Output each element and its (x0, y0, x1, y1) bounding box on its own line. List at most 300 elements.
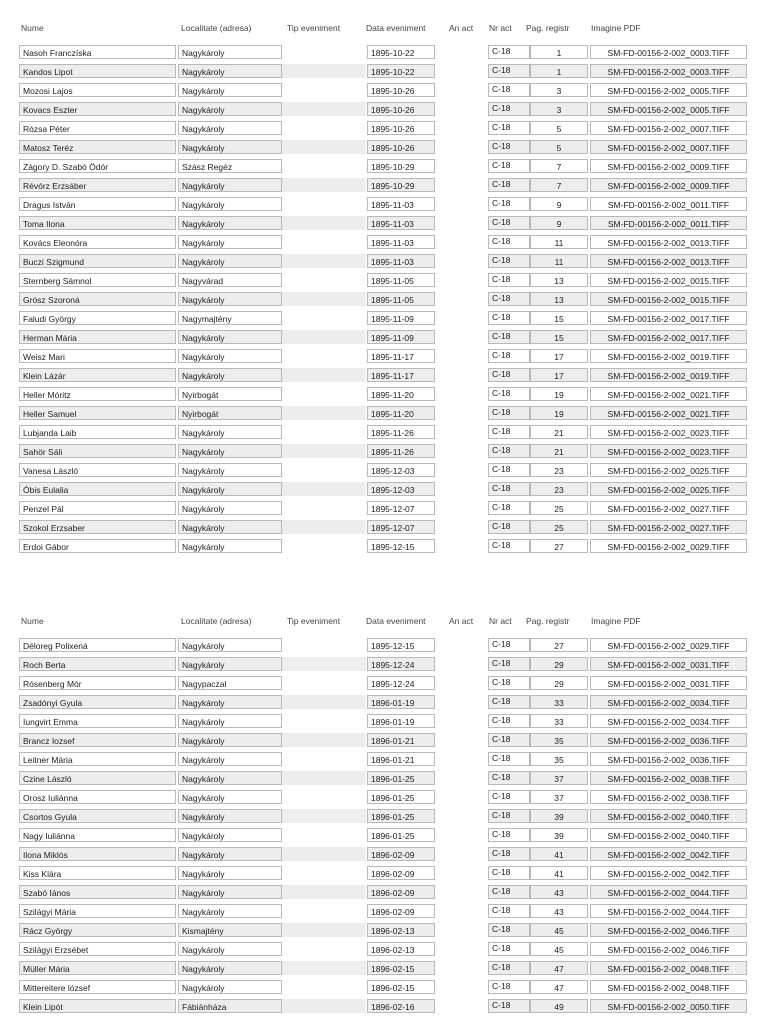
cell-pag-registr[interactable]: 33 (530, 695, 588, 709)
cell-nume[interactable]: Weisz Mari (19, 349, 176, 363)
cell-nr-act[interactable]: C-18 (488, 961, 530, 975)
cell-imagine-pdf[interactable]: SM-FD-00156-2-002_0046.TIFF (590, 923, 747, 937)
cell-data-eveniment[interactable]: 1895-11-03 (367, 254, 435, 268)
cell-data-eveniment[interactable]: 1895-11-05 (367, 292, 435, 306)
cell-localitate[interactable]: Nyirbogát (178, 406, 282, 420)
cell-imagine-pdf[interactable]: SM-FD-00156-2-002_0007.TIFF (590, 121, 747, 135)
cell-data-eveniment[interactable]: 1896-01-19 (367, 714, 435, 728)
cell-nr-act[interactable]: C-18 (488, 197, 530, 211)
cell-nr-act[interactable]: C-18 (488, 980, 530, 994)
cell-data-eveniment[interactable]: 1896-01-25 (367, 809, 435, 823)
cell-nr-act[interactable]: C-18 (488, 102, 530, 116)
cell-imagine-pdf[interactable]: SM-FD-00156-2-002_0034.TIFF (590, 695, 747, 709)
cell-nume[interactable]: Czine László (19, 771, 176, 785)
cell-localitate[interactable]: Nagykároly (178, 657, 282, 671)
cell-imagine-pdf[interactable]: SM-FD-00156-2-002_0038.TIFF (590, 790, 747, 804)
cell-pag-registr[interactable]: 47 (530, 980, 588, 994)
cell-localitate[interactable]: Nagykároly (178, 197, 282, 211)
cell-localitate[interactable]: Nagykároly (178, 539, 282, 553)
cell-imagine-pdf[interactable]: SM-FD-00156-2-002_0036.TIFF (590, 752, 747, 766)
cell-nr-act[interactable]: C-18 (488, 657, 530, 671)
cell-pag-registr[interactable]: 9 (530, 197, 588, 211)
cell-localitate[interactable]: Nagykároly (178, 771, 282, 785)
cell-pag-registr[interactable]: 35 (530, 752, 588, 766)
cell-imagine-pdf[interactable]: SM-FD-00156-2-002_0007.TIFF (590, 140, 747, 154)
cell-nume[interactable]: Zsadónyi Gyula (19, 695, 176, 709)
cell-imagine-pdf[interactable]: SM-FD-00156-2-002_0034.TIFF (590, 714, 747, 728)
cell-nume[interactable]: Nagy Iuliánna (19, 828, 176, 842)
cell-data-eveniment[interactable]: 1896-01-21 (367, 752, 435, 766)
cell-nr-act[interactable]: C-18 (488, 140, 530, 154)
cell-imagine-pdf[interactable]: SM-FD-00156-2-002_0023.TIFF (590, 425, 747, 439)
cell-tip-eveniment (282, 501, 366, 515)
cell-imagine-pdf[interactable]: SM-FD-00156-2-002_0021.TIFF (590, 406, 747, 420)
cell-pag-registr[interactable]: 27 (530, 539, 588, 553)
cell-localitate[interactable]: Nagykároly (178, 64, 282, 78)
cell-data-eveniment[interactable]: 1895-11-20 (367, 406, 435, 420)
cell-nume[interactable]: Rósenberg Mór (19, 676, 176, 690)
cell-localitate[interactable]: Nagykároly (178, 752, 282, 766)
cell-data-eveniment[interactable]: 1896-01-25 (367, 771, 435, 785)
cell-nume[interactable]: Nasoh Franczíska (19, 45, 176, 59)
cell-data-eveniment[interactable]: 1895-11-20 (367, 387, 435, 401)
cell-data-eveniment[interactable]: 1896-02-15 (367, 980, 435, 994)
cell-nume[interactable]: Kiss Klára (19, 866, 176, 880)
cell-data-eveniment[interactable]: 1896-02-15 (367, 961, 435, 975)
cell-nr-act[interactable]: C-18 (488, 273, 530, 287)
cell-pag-registr[interactable]: 37 (530, 771, 588, 785)
cell-localitate[interactable]: Nagykároly (178, 482, 282, 496)
cell-nume[interactable]: Orosz Iuliánna (19, 790, 176, 804)
cell-data-eveniment[interactable]: 1896-01-25 (367, 828, 435, 842)
cell-data-eveniment[interactable]: 1895-10-22 (367, 64, 435, 78)
cell-data-eveniment[interactable]: 1896-02-13 (367, 942, 435, 956)
cell-imagine-pdf[interactable]: SM-FD-00156-2-002_0029.TIFF (590, 638, 747, 652)
cell-imagine-pdf[interactable]: SM-FD-00156-2-002_0044.TIFF (590, 885, 747, 899)
cell-data-eveniment[interactable]: 1895-11-05 (367, 273, 435, 287)
cell-imagine-pdf[interactable]: SM-FD-00156-2-002_0025.TIFF (590, 482, 747, 496)
cell-tip-eveniment (282, 83, 366, 97)
cell-localitate[interactable]: Nagymajtény (178, 311, 282, 325)
cell-data-eveniment[interactable]: 1895-12-03 (367, 463, 435, 477)
cell-nume[interactable]: Lubjanda Laib (19, 425, 176, 439)
cell-nume[interactable]: Sternberg Sámnol (19, 273, 176, 287)
cell-nr-act[interactable]: C-18 (488, 771, 530, 785)
cell-localitate[interactable]: Nagykároly (178, 866, 282, 880)
column-header-tip-eveniment: Tip eveniment (287, 23, 341, 33)
cell-nr-act[interactable]: C-18 (488, 292, 530, 306)
cell-localitate[interactable]: Nagykároly (178, 330, 282, 344)
table-row (0, 214, 768, 233)
cell-pag-registr[interactable]: 29 (530, 657, 588, 671)
cell-data-eveniment[interactable]: 1896-02-13 (367, 923, 435, 937)
cell-nume[interactable]: Vanesa László (19, 463, 176, 477)
cell-nr-act[interactable]: C-18 (488, 847, 530, 861)
cell-nr-act[interactable]: C-18 (488, 254, 530, 268)
cell-nr-act[interactable]: C-18 (488, 349, 530, 363)
cell-tip-eveniment (282, 657, 366, 671)
cell-pag-registr[interactable]: 5 (530, 121, 588, 135)
cell-data-eveniment[interactable]: 1895-11-17 (367, 368, 435, 382)
cell-localitate[interactable]: Nagykároly (178, 961, 282, 975)
cell-tip-eveniment (282, 771, 366, 785)
cell-nr-act[interactable]: C-18 (488, 790, 530, 804)
cell-nr-act[interactable]: C-18 (488, 235, 530, 249)
cell-localitate[interactable]: Nagykároly (178, 501, 282, 515)
cell-nr-act[interactable]: C-18 (488, 121, 530, 135)
cell-pag-registr[interactable]: 49 (530, 999, 588, 1013)
cell-data-eveniment[interactable]: 1895-12-24 (367, 676, 435, 690)
cell-pag-registr[interactable]: 11 (530, 235, 588, 249)
cell-data-eveniment[interactable]: 1895-12-03 (367, 482, 435, 496)
cell-nr-act[interactable]: C-18 (488, 752, 530, 766)
table-row (0, 233, 768, 252)
cell-imagine-pdf[interactable]: SM-FD-00156-2-002_0019.TIFF (590, 349, 747, 363)
cell-localitate[interactable]: Nagykároly (178, 292, 282, 306)
cell-pag-registr[interactable]: 43 (530, 904, 588, 918)
cell-imagine-pdf[interactable]: SM-FD-00156-2-002_0013.TIFF (590, 235, 747, 249)
cell-localitate[interactable]: Nagykároly (178, 45, 282, 59)
cell-data-eveniment[interactable]: 1895-10-26 (367, 83, 435, 97)
cell-data-eveniment[interactable]: 1895-10-22 (367, 45, 435, 59)
cell-imagine-pdf[interactable]: SM-FD-00156-2-002_0013.TIFF (590, 254, 747, 268)
cell-imagine-pdf[interactable]: SM-FD-00156-2-002_0009.TIFF (590, 178, 747, 192)
cell-nr-act[interactable]: C-18 (488, 159, 530, 173)
cell-pag-registr[interactable]: 45 (530, 942, 588, 956)
cell-nume[interactable]: Mittereitere lózsef (19, 980, 176, 994)
cell-nume[interactable]: Heller Móritz (19, 387, 176, 401)
cell-pag-registr[interactable]: 25 (530, 520, 588, 534)
cell-localitate[interactable]: Nagypaczal (178, 676, 282, 690)
cell-pag-registr[interactable]: 19 (530, 406, 588, 420)
cell-pag-registr[interactable]: 17 (530, 368, 588, 382)
cell-pag-registr[interactable]: 29 (530, 676, 588, 690)
cell-imagine-pdf[interactable]: SM-FD-00156-2-002_0011.TIFF (590, 216, 747, 230)
cell-nr-act[interactable]: C-18 (488, 999, 530, 1013)
cell-nume[interactable]: Erdoi Gábor (19, 539, 176, 553)
cell-nume[interactable]: Révórz Erzsáber (19, 178, 176, 192)
cell-imagine-pdf[interactable]: SM-FD-00156-2-002_0038.TIFF (590, 771, 747, 785)
cell-localitate[interactable]: Nagykároly (178, 83, 282, 97)
cell-localitate[interactable]: Nagykároly (178, 980, 282, 994)
cell-imagine-pdf[interactable]: SM-FD-00156-2-002_0025.TIFF (590, 463, 747, 477)
cell-nr-act[interactable]: C-18 (488, 482, 530, 496)
cell-data-eveniment[interactable]: 1895-12-07 (367, 520, 435, 534)
cell-nume[interactable]: Heller Samuel (19, 406, 176, 420)
cell-pag-registr[interactable]: 25 (530, 501, 588, 515)
cell-data-eveniment[interactable]: 1895-12-15 (367, 638, 435, 652)
cell-imagine-pdf[interactable]: SM-FD-00156-2-002_0009.TIFF (590, 159, 747, 173)
cell-imagine-pdf[interactable]: SM-FD-00156-2-002_0021.TIFF (590, 387, 747, 401)
cell-pag-registr[interactable]: 13 (530, 292, 588, 306)
cell-localitate[interactable]: Nagykároly (178, 638, 282, 652)
cell-imagine-pdf[interactable]: SM-FD-00156-2-002_0046.TIFF (590, 942, 747, 956)
cell-localitate[interactable]: Nagykároly (178, 102, 282, 116)
cell-nume[interactable]: Szabó Iános (19, 885, 176, 899)
cell-nr-act[interactable]: C-18 (488, 444, 530, 458)
table-row (0, 826, 768, 845)
cell-tip-eveniment (282, 292, 366, 306)
cell-pag-registr[interactable]: 1 (530, 45, 588, 59)
cell-imagine-pdf[interactable]: SM-FD-00156-2-002_0027.TIFF (590, 501, 747, 515)
cell-nume[interactable]: Déloreg Polixená (19, 638, 176, 652)
cell-data-eveniment[interactable]: 1895-11-03 (367, 197, 435, 211)
cell-imagine-pdf[interactable]: SM-FD-00156-2-002_0023.TIFF (590, 444, 747, 458)
cell-imagine-pdf[interactable]: SM-FD-00156-2-002_0003.TIFF (590, 45, 747, 59)
cell-pag-registr[interactable]: 35 (530, 733, 588, 747)
cell-imagine-pdf[interactable]: SM-FD-00156-2-002_0040.TIFF (590, 809, 747, 823)
cell-data-eveniment[interactable]: 1896-01-19 (367, 695, 435, 709)
cell-pag-registr[interactable]: 43 (530, 885, 588, 899)
cell-nume[interactable]: Rózsa Péter (19, 121, 176, 135)
cell-data-eveniment[interactable]: 1895-11-09 (367, 330, 435, 344)
cell-data-eveniment[interactable]: 1895-11-03 (367, 216, 435, 230)
cell-data-eveniment[interactable]: 1895-11-09 (367, 311, 435, 325)
cell-pag-registr[interactable]: 7 (530, 159, 588, 173)
cell-imagine-pdf[interactable]: SM-FD-00156-2-002_0005.TIFF (590, 102, 747, 116)
cell-data-eveniment[interactable]: 1895-12-24 (367, 657, 435, 671)
cell-nr-act[interactable]: C-18 (488, 311, 530, 325)
cell-nr-act[interactable]: C-18 (488, 83, 530, 97)
cell-data-eveniment[interactable]: 1895-10-29 (367, 159, 435, 173)
cell-imagine-pdf[interactable]: SM-FD-00156-2-002_0048.TIFF (590, 980, 747, 994)
cell-nume[interactable]: Szilágyi Mária (19, 904, 176, 918)
cell-localitate[interactable]: Nagykároly (178, 463, 282, 477)
cell-imagine-pdf[interactable]: SM-FD-00156-2-002_0017.TIFF (590, 330, 747, 344)
table-row (0, 693, 768, 712)
cell-nume[interactable]: Csortos Gyula (19, 809, 176, 823)
cell-nume[interactable]: Herman Mária (19, 330, 176, 344)
cell-pag-registr[interactable]: 7 (530, 178, 588, 192)
table-row (0, 119, 768, 138)
cell-nr-act[interactable]: C-18 (488, 463, 530, 477)
cell-pag-registr[interactable]: 13 (530, 273, 588, 287)
cell-pag-registr[interactable]: 17 (530, 349, 588, 363)
cell-imagine-pdf[interactable]: SM-FD-00156-2-002_0003.TIFF (590, 64, 747, 78)
cell-nr-act[interactable]: C-18 (488, 676, 530, 690)
cell-nume[interactable]: Sahör Sáli (19, 444, 176, 458)
cell-nr-act[interactable]: C-18 (488, 501, 530, 515)
cell-pag-registr[interactable]: 23 (530, 482, 588, 496)
cell-nume[interactable]: Dragus István (19, 197, 176, 211)
cell-nr-act[interactable]: C-18 (488, 942, 530, 956)
cell-pag-registr[interactable]: 41 (530, 866, 588, 880)
cell-imagine-pdf[interactable]: SM-FD-00156-2-002_0017.TIFF (590, 311, 747, 325)
cell-data-eveniment[interactable]: 1895-10-29 (367, 178, 435, 192)
cell-nr-act[interactable]: C-18 (488, 923, 530, 937)
cell-localitate[interactable]: Nagykároly (178, 444, 282, 458)
cell-pag-registr[interactable]: 41 (530, 847, 588, 861)
cell-localitate[interactable]: Nagykároly (178, 425, 282, 439)
cell-nr-act[interactable]: C-18 (488, 695, 530, 709)
cell-nr-act[interactable]: C-18 (488, 885, 530, 899)
column-header-an-act: An act (449, 616, 474, 626)
cell-nume[interactable]: Iungvirt Emma (19, 714, 176, 728)
cell-nume[interactable]: Rácz György (19, 923, 176, 937)
cell-imagine-pdf[interactable]: SM-FD-00156-2-002_0040.TIFF (590, 828, 747, 842)
cell-nume[interactable]: Roch Berta (19, 657, 176, 671)
cell-pag-registr[interactable]: 21 (530, 425, 588, 439)
cell-localitate[interactable]: Nagykároly (178, 828, 282, 842)
cell-pag-registr[interactable]: 1 (530, 64, 588, 78)
cell-nr-act[interactable]: C-18 (488, 406, 530, 420)
cell-localitate[interactable]: Nagykároly (178, 942, 282, 956)
cell-data-eveniment[interactable]: 1895-11-26 (367, 444, 435, 458)
cell-localitate[interactable]: Nagykároly (178, 178, 282, 192)
cell-pag-registr[interactable]: 9 (530, 216, 588, 230)
cell-localitate[interactable]: Fábiánháza (178, 999, 282, 1013)
cell-pag-registr[interactable]: 23 (530, 463, 588, 477)
cell-pag-registr[interactable]: 39 (530, 828, 588, 842)
cell-imagine-pdf[interactable]: SM-FD-00156-2-002_0019.TIFF (590, 368, 747, 382)
cell-nr-act[interactable]: C-18 (488, 809, 530, 823)
cell-imagine-pdf[interactable]: SM-FD-00156-2-002_0011.TIFF (590, 197, 747, 211)
cell-data-eveniment[interactable]: 1895-12-07 (367, 501, 435, 515)
cell-localitate[interactable]: Nagykároly (178, 885, 282, 899)
cell-data-eveniment[interactable]: 1896-02-09 (367, 847, 435, 861)
cell-localitate[interactable]: Nagykároly (178, 121, 282, 135)
cell-nume[interactable]: Klein Lázár (19, 368, 176, 382)
cell-localitate[interactable]: Nagykároly (178, 847, 282, 861)
cell-imagine-pdf[interactable]: SM-FD-00156-2-002_0005.TIFF (590, 83, 747, 97)
cell-localitate[interactable]: Nyirbogát (178, 387, 282, 401)
cell-data-eveniment[interactable]: 1896-02-16 (367, 999, 435, 1013)
cell-nume[interactable]: Brancz Iozsef (19, 733, 176, 747)
table-row (0, 309, 768, 328)
cell-nr-act[interactable]: C-18 (488, 45, 530, 59)
cell-nr-act[interactable]: C-18 (488, 425, 530, 439)
cell-nr-act[interactable]: C-18 (488, 904, 530, 918)
cell-data-eveniment[interactable]: 1895-11-17 (367, 349, 435, 363)
cell-imagine-pdf[interactable]: SM-FD-00156-2-002_0042.TIFF (590, 866, 747, 880)
cell-tip-eveniment (282, 676, 366, 690)
cell-pag-registr[interactable]: 3 (530, 83, 588, 97)
cell-localitate[interactable]: Szász Regéz (178, 159, 282, 173)
cell-localitate[interactable]: Nagykároly (178, 235, 282, 249)
cell-data-eveniment[interactable]: 1896-02-09 (367, 904, 435, 918)
cell-pag-registr[interactable]: 27 (530, 638, 588, 652)
cell-localitate[interactable]: Nagykároly (178, 140, 282, 154)
cell-pag-registr[interactable]: 15 (530, 311, 588, 325)
cell-nr-act[interactable]: C-18 (488, 330, 530, 344)
cell-localitate[interactable]: Nagykároly (178, 520, 282, 534)
cell-localitate[interactable]: Nagykároly (178, 254, 282, 268)
cell-imagine-pdf[interactable]: SM-FD-00156-2-002_0029.TIFF (590, 539, 747, 553)
cell-nume[interactable]: Toma Ilona (19, 216, 176, 230)
table-row (0, 921, 768, 940)
cell-data-eveniment[interactable]: 1895-12-15 (367, 539, 435, 553)
cell-data-eveniment[interactable]: 1896-01-25 (367, 790, 435, 804)
cell-pag-registr[interactable]: 15 (530, 330, 588, 344)
cell-nume[interactable]: Faludi György (19, 311, 176, 325)
cell-data-eveniment[interactable]: 1895-10-26 (367, 140, 435, 154)
cell-nr-act[interactable]: C-18 (488, 638, 530, 652)
cell-nr-act[interactable]: C-18 (488, 828, 530, 842)
cell-pag-registr[interactable]: 3 (530, 102, 588, 116)
cell-nr-act[interactable]: C-18 (488, 368, 530, 382)
cell-localitate[interactable]: Nagykároly (178, 216, 282, 230)
cell-nr-act[interactable]: C-18 (488, 178, 530, 192)
cell-pag-registr[interactable]: 33 (530, 714, 588, 728)
cell-nume[interactable]: Müller Mária (19, 961, 176, 975)
cell-nr-act[interactable]: C-18 (488, 733, 530, 747)
cell-nume[interactable]: Szokol Erzsaber (19, 520, 176, 534)
cell-localitate[interactable]: Nagyvárad (178, 273, 282, 287)
cell-imagine-pdf[interactable]: SM-FD-00156-2-002_0050.TIFF (590, 999, 747, 1013)
cell-pag-registr[interactable]: 21 (530, 444, 588, 458)
cell-imagine-pdf[interactable]: SM-FD-00156-2-002_0031.TIFF (590, 676, 747, 690)
table-row (0, 674, 768, 693)
cell-pag-registr[interactable]: 37 (530, 790, 588, 804)
cell-imagine-pdf[interactable]: SM-FD-00156-2-002_0042.TIFF (590, 847, 747, 861)
cell-data-eveniment[interactable]: 1895-11-03 (367, 235, 435, 249)
cell-imagine-pdf[interactable]: SM-FD-00156-2-002_0015.TIFF (590, 273, 747, 287)
cell-localitate[interactable]: Nagykároly (178, 790, 282, 804)
cell-imagine-pdf[interactable]: SM-FD-00156-2-002_0031.TIFF (590, 657, 747, 671)
cell-localitate[interactable]: Kismajtény (178, 923, 282, 937)
cell-nume[interactable]: Grósz Szoroná (19, 292, 176, 306)
cell-pag-registr[interactable]: 19 (530, 387, 588, 401)
cell-nume[interactable]: Ilona Miklós (19, 847, 176, 861)
cell-data-eveniment[interactable]: 1895-10-26 (367, 121, 435, 135)
cell-imagine-pdf[interactable]: SM-FD-00156-2-002_0015.TIFF (590, 292, 747, 306)
cell-nume[interactable]: Leitner Mária (19, 752, 176, 766)
cell-nume[interactable]: Matosz Teréz (19, 140, 176, 154)
cell-pag-registr[interactable]: 45 (530, 923, 588, 937)
cell-pag-registr[interactable]: 5 (530, 140, 588, 154)
cell-nr-act[interactable]: C-18 (488, 714, 530, 728)
cell-localitate[interactable]: Nagykároly (178, 349, 282, 363)
cell-nr-act[interactable]: C-18 (488, 216, 530, 230)
cell-imagine-pdf[interactable]: SM-FD-00156-2-002_0048.TIFF (590, 961, 747, 975)
cell-nr-act[interactable]: C-18 (488, 64, 530, 78)
cell-localitate[interactable]: Nagykároly (178, 904, 282, 918)
cell-nume[interactable]: Szilágyi Erzsébet (19, 942, 176, 956)
cell-nume[interactable]: Kovacs Eszter (19, 102, 176, 116)
cell-nume[interactable]: Penzel Pál (19, 501, 176, 515)
cell-nume[interactable]: Kandos Lipot (19, 64, 176, 78)
cell-data-eveniment[interactable]: 1896-02-09 (367, 885, 435, 899)
cell-imagine-pdf[interactable]: SM-FD-00156-2-002_0036.TIFF (590, 733, 747, 747)
cell-localitate[interactable]: Nagykároly (178, 714, 282, 728)
cell-nume[interactable]: Kovács Eleonóra (19, 235, 176, 249)
cell-imagine-pdf[interactable]: SM-FD-00156-2-002_0027.TIFF (590, 520, 747, 534)
cell-pag-registr[interactable]: 47 (530, 961, 588, 975)
cell-data-eveniment[interactable]: 1896-01-21 (367, 733, 435, 747)
cell-pag-registr[interactable]: 39 (530, 809, 588, 823)
cell-nr-act[interactable]: C-18 (488, 866, 530, 880)
cell-pag-registr[interactable]: 11 (530, 254, 588, 268)
cell-localitate[interactable]: Nagykároly (178, 368, 282, 382)
cell-nr-act[interactable]: C-18 (488, 539, 530, 553)
cell-nume[interactable]: Buczi Szigmund (19, 254, 176, 268)
cell-nr-act[interactable]: C-18 (488, 520, 530, 534)
cell-imagine-pdf[interactable]: SM-FD-00156-2-002_0044.TIFF (590, 904, 747, 918)
column-header-data-eveniment: Data eveniment (366, 23, 426, 33)
cell-nr-act[interactable]: C-18 (488, 387, 530, 401)
cell-localitate[interactable]: Nagykároly (178, 695, 282, 709)
cell-localitate[interactable]: Nagykároly (178, 809, 282, 823)
cell-tip-eveniment (282, 406, 366, 420)
cell-nume[interactable]: Klein Lipót (19, 999, 176, 1013)
cell-data-eveniment[interactable]: 1895-11-26 (367, 425, 435, 439)
cell-nume[interactable]: Mozosi Lajos (19, 83, 176, 97)
cell-data-eveniment[interactable]: 1895-10-26 (367, 102, 435, 116)
cell-nume[interactable]: Óbis Eulalia (19, 482, 176, 496)
cell-nume[interactable]: Zágory D. Szabó Ödór (19, 159, 176, 173)
cell-data-eveniment[interactable]: 1896-02-09 (367, 866, 435, 880)
cell-localitate[interactable]: Nagykároly (178, 733, 282, 747)
